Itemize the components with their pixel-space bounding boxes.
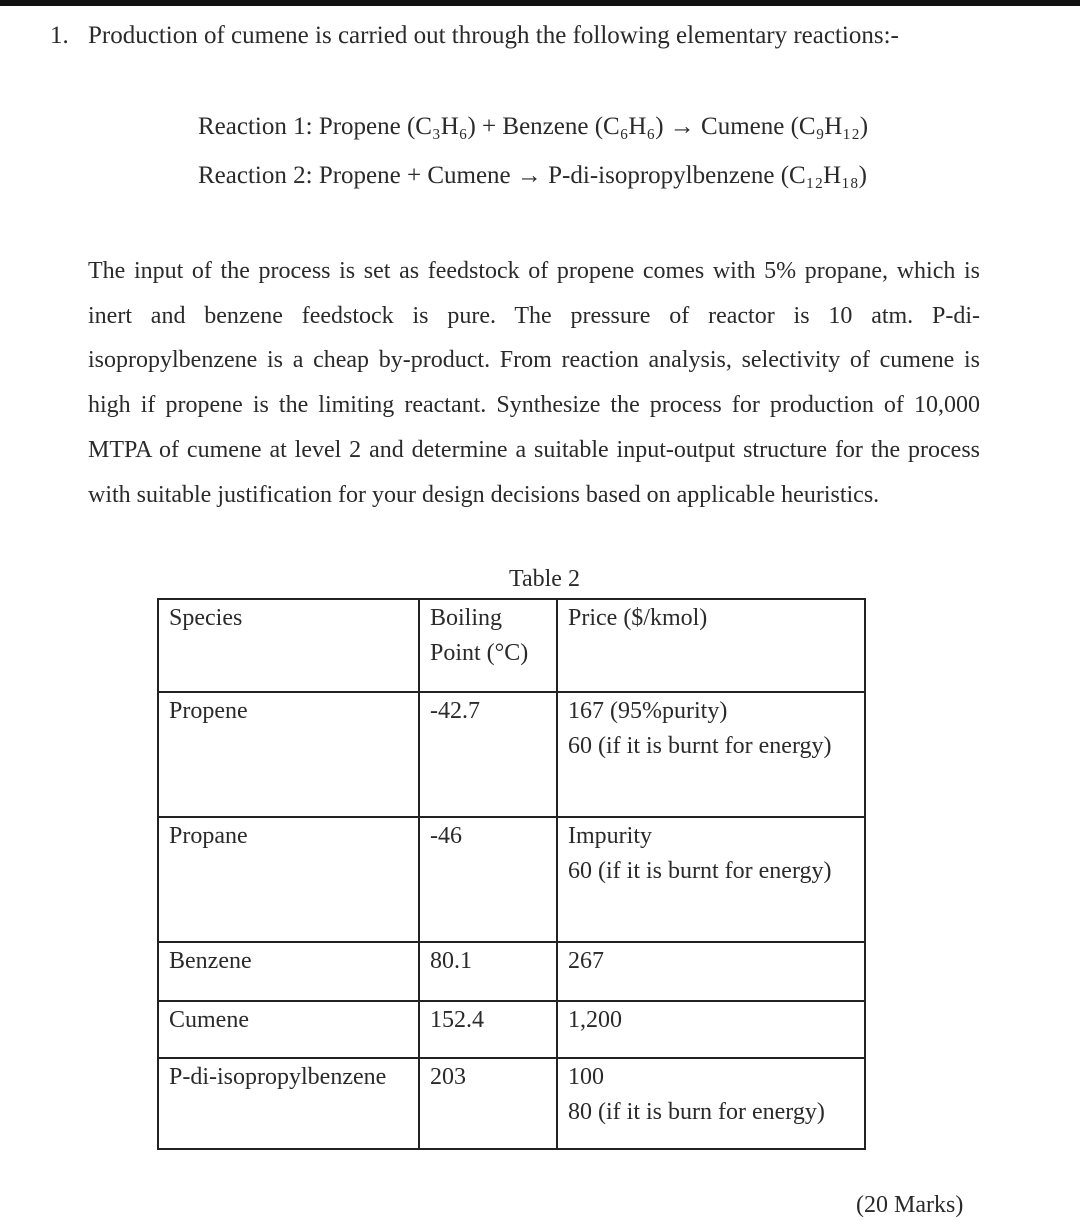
table-row <box>158 692 865 817</box>
cell-boiling-point: -46 <box>419 817 557 942</box>
question-number: 1. <box>50 22 69 49</box>
price-main: 267 <box>568 948 604 974</box>
reaction-2-label: Reaction 2: <box>198 162 313 189</box>
cell-species: Cumene <box>158 1001 419 1058</box>
price-alt: 60 (if it is burnt for energy) <box>568 732 832 759</box>
question-header <box>50 18 1050 54</box>
table-row <box>158 817 865 942</box>
reaction-1 <box>198 109 868 145</box>
table-header-row <box>158 599 865 692</box>
cell-boiling-point: 80.1 <box>419 942 557 1001</box>
reaction-2-equation: Propene + Cumene → P-di-isopropylbenzene (C₁₂H₁₈) <box>318 162 867 189</box>
header-boiling-point: Boiling Point (°C) <box>419 599 557 692</box>
question-text: Production of cumene is carried out through the following elementary reactions:- <box>88 22 899 49</box>
table-row <box>158 1001 865 1058</box>
table-row <box>158 1058 865 1149</box>
price-alt: 80 (if it is burn for energy) <box>568 1098 825 1125</box>
price-main: Impurity <box>568 823 652 849</box>
cell-boiling-point: 152.4 <box>419 1001 557 1058</box>
cell-species: Benzene <box>158 942 419 1001</box>
header-species: Species <box>158 599 419 692</box>
price-main: 100 <box>568 1064 604 1090</box>
table-caption: Table 2 <box>509 566 580 592</box>
properties-table <box>157 598 866 1150</box>
cell-species: Propene <box>158 692 419 817</box>
reaction-1-label: Reaction 1: <box>198 113 313 140</box>
cell-price <box>557 692 865 817</box>
cell-boiling-point: 203 <box>419 1058 557 1149</box>
cell-price <box>557 817 865 942</box>
top-border <box>0 0 1080 6</box>
price-main: 1,200 <box>568 1007 622 1033</box>
price-alt: 60 (if it is burnt for energy) <box>568 857 832 884</box>
cell-price <box>557 1001 865 1058</box>
cell-species: P-di-isopropylbenzene <box>158 1058 419 1149</box>
reaction-1-equation: Propene (C₃H₆) + Benzene (C₆H₆) → Cumene (C₉H₁₂) <box>318 113 869 140</box>
marks-label: (20 Marks) <box>856 1192 964 1218</box>
reaction-2 <box>198 158 867 194</box>
cell-species: Propane <box>158 817 419 942</box>
problem-paragraph: The input of the process is set as feedstock of propene comes with 5% propane, which is inert and benzene feedstock is pure. The pressure of reactor is 10 atm. P-di-isopropylbenzene is a cheap by-product. From reaction analysis, selectivity of cumene is high if propene is the limiting reactant. Synthesize the process for production of 10,000 MTPA of cumene at level 2 and determine a suitable input-output structure for the process with suitable justification for your design decisions based on applicable heuristics. <box>88 258 980 508</box>
price-main: 167 (95%purity) <box>568 698 728 724</box>
cell-price <box>557 942 865 1001</box>
cell-boiling-point: -42.7 <box>419 692 557 817</box>
table-row <box>158 942 865 1001</box>
header-price: Price ($/kmol) <box>557 599 865 692</box>
cell-price <box>557 1058 865 1149</box>
